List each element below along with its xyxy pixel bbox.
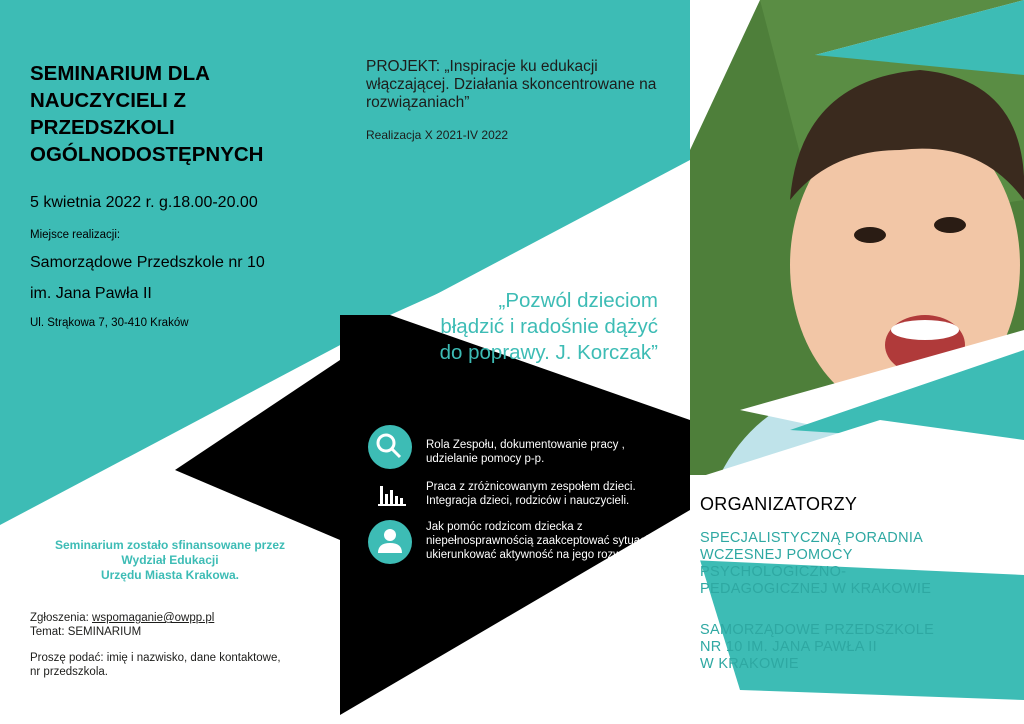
registration-request: Proszę podać: imię i nazwisko, dane kontaktowe, [30, 652, 281, 664]
quote-line: do poprawy. J. Korczak” [439, 341, 658, 364]
funding-note [20, 538, 320, 583]
child-photo [690, 0, 1024, 724]
title-line: NAUCZYCIELI Z [30, 89, 187, 112]
organizer-line: WCZESNEJ POMOCY [700, 547, 853, 563]
korczak-quote [382, 288, 658, 366]
organizer-line: PEDAGOGICZNEJ W KRAKOWIE [700, 581, 932, 597]
title-line: OGÓLNODOSTĘPNYCH [30, 143, 264, 166]
funding-line: Urzędu Miasta Krakowa. [100, 568, 240, 582]
place-patron: im. Jana Pawła II [30, 285, 152, 302]
organizers-heading: ORGANIZATORZY [700, 494, 858, 514]
seminar-date: 5 kwietnia 2022 r. g.18.00-20.00 [30, 194, 258, 211]
registration-topic: Temat: SEMINARIUM [30, 626, 142, 638]
registration-line [30, 612, 214, 625]
organizer-line: NR 10 IM. JANA PAWŁA II [700, 639, 877, 655]
quote-line: błądzić i radośnie dążyć [440, 315, 658, 338]
magnifier-icon-circle [368, 425, 412, 469]
project-label: PROJEKT: [366, 58, 441, 75]
organizer-2 [700, 622, 1000, 673]
funding-line: Wydział Edukacji [121, 553, 219, 567]
person-icon-circle [368, 520, 412, 564]
topic-item: Jak pomóc rodzicom dziecka z niepełnosprawnością zaakceptować sytuację i ukierunkować aktywność na jego rozwój? [426, 521, 661, 561]
organizer-1 [700, 530, 1000, 598]
seminar-title [30, 60, 330, 168]
project-realization: Realizacja X 2021-IV 2022 [366, 128, 509, 142]
title-line: SEMINARIUM DLA [30, 62, 210, 85]
organizer-line: SAMORZĄDOWE PRZEDSZKOLE [700, 622, 935, 638]
project-description [366, 58, 666, 112]
project-name: „Inspiracje ku edukacji włączającej. Działania skoncentrowane na rozwiązaniach” [366, 58, 657, 111]
topic-item: Rola Zespołu, dokumentowanie pracy , udzielanie pomocy p-p. [426, 439, 625, 465]
place-address: Ul. Strąkowa 7, 30-410 Kraków [30, 317, 189, 329]
registration-request: nr przedszkola. [30, 666, 108, 678]
registration-email-link[interactable]: wspomaganie@owpp.pl [92, 612, 215, 624]
quote-line: „Pozwól dzieciom [498, 289, 658, 312]
organizer-line: PSYCHOLOGICZNO- [700, 564, 847, 580]
place-name: Samorządowe Przedszkole nr 10 [30, 254, 265, 271]
organizer-line: W KRAKOWIE [700, 656, 799, 672]
title-line: PRZEDSZKOLI [30, 116, 175, 139]
topic-item: Praca z zróżnicowanym zespołem dzieci. Integracja dzieci, rodziców i nauczycieli. [426, 481, 636, 507]
registration-label: Zgłoszenia: [30, 612, 93, 624]
place-label: Miejsce realizacji: [30, 229, 121, 241]
organizer-line: SPECJALISTYCZNĄ PORADNIA [700, 530, 924, 546]
funding-line: Seminarium zostało sfinansowane przez [54, 538, 286, 552]
